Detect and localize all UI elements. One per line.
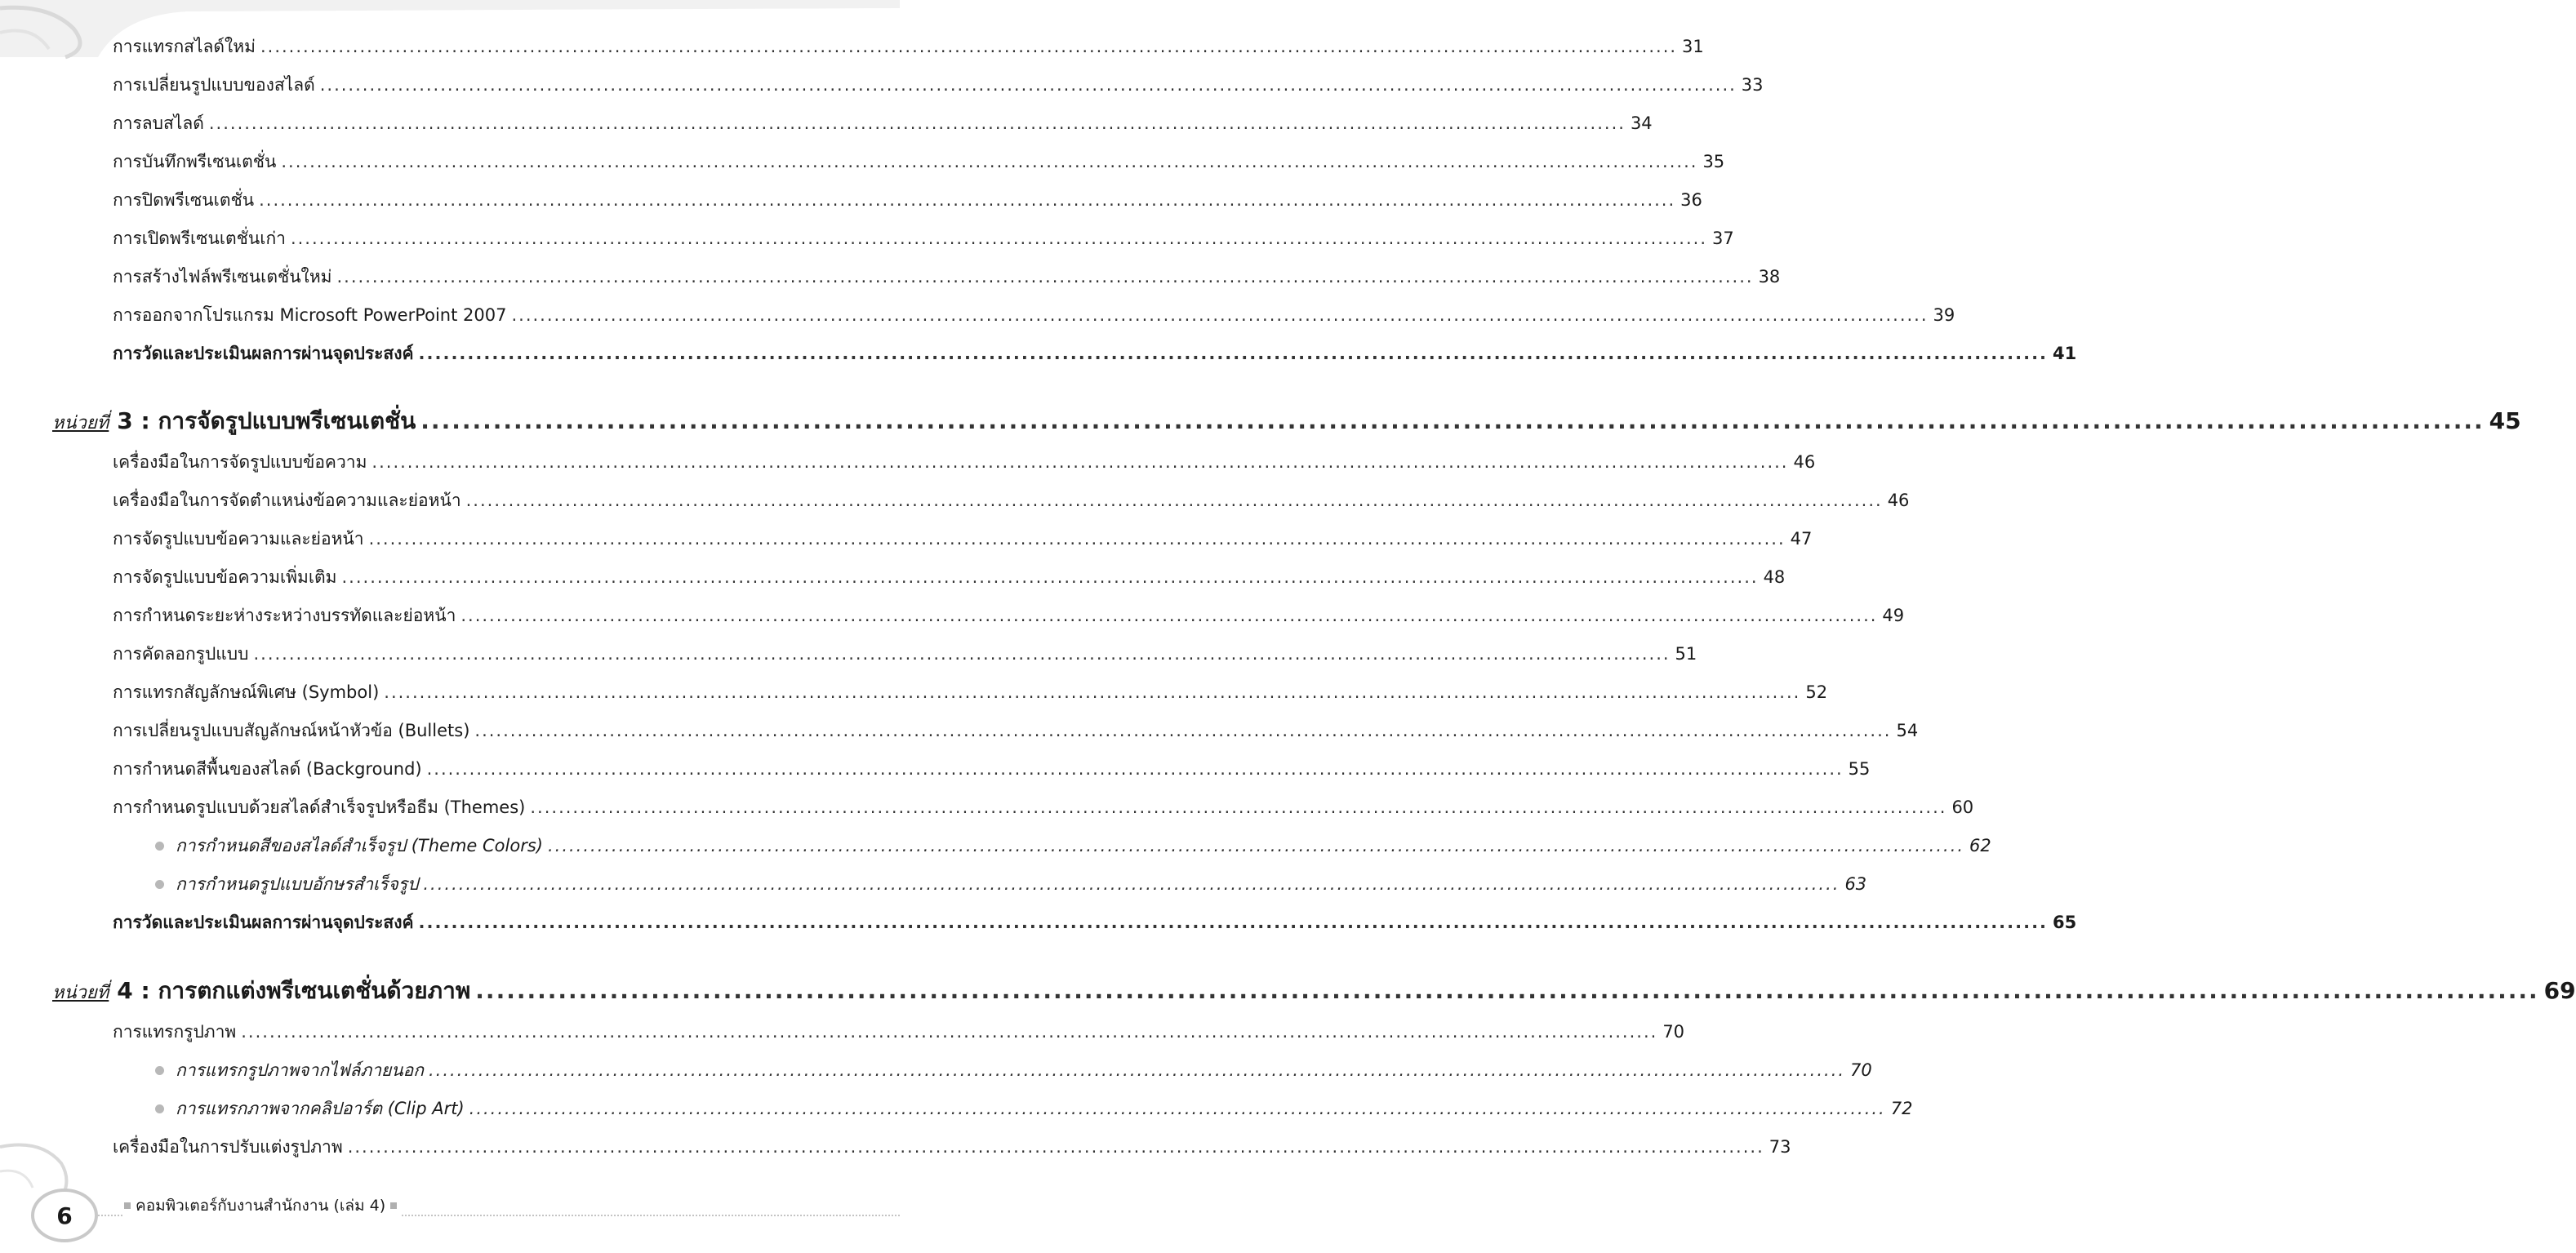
toc-page: 37 bbox=[1712, 229, 1734, 248]
toc-entry bbox=[113, 559, 1786, 595]
toc-title: 4 : การตกแต่งพรีเซนเตชั่นด้วยภาพ bbox=[117, 977, 471, 1004]
dot-leader: ........................................................................................................................................................................................................ bbox=[368, 529, 1786, 549]
toc-title: การปิดพรีเซนเตชั่น bbox=[113, 190, 255, 210]
unit-label: หน่วยที่ bbox=[52, 983, 109, 1003]
toc-entry bbox=[113, 335, 2077, 371]
toc-page: 34 bbox=[1630, 113, 1653, 133]
toc-unit-heading bbox=[52, 970, 2576, 1012]
dot-leader: ........................................................................................................................................................................................................ bbox=[208, 113, 1626, 133]
toc-title: เครื่องมือในการจัดรูปแบบข้อความ bbox=[113, 452, 367, 472]
toc-page: 39 bbox=[1933, 305, 1955, 325]
toc-page: 60 bbox=[1951, 798, 1974, 817]
toc-page: 65 bbox=[2053, 913, 2077, 932]
square-bullet-icon bbox=[124, 1202, 131, 1209]
toc-page: 55 bbox=[1848, 759, 1871, 779]
dot-leader: ........................................................................................................................................................................................................ bbox=[460, 606, 1878, 625]
bullet-icon bbox=[155, 1104, 164, 1113]
toc-title: การจัดรูปแบบข้อความและย่อหน้า bbox=[113, 529, 364, 549]
dot-leader: ........................................................................................................................................................................................................ bbox=[511, 305, 1929, 325]
toc-title: การคัดลอกรูปแบบ bbox=[113, 644, 249, 664]
dot-leader: ........................................................................................................................................................................................................ bbox=[371, 452, 1789, 472]
toc-title: การแทรกรูปภาพจากไฟล์ภายนอก bbox=[176, 1060, 424, 1080]
toc-entry bbox=[113, 1014, 1685, 1050]
dot-leader: ........................................................................................................................................................................................................ bbox=[253, 644, 1671, 664]
dot-leader: ........................................................................................................................................................................................................ bbox=[420, 407, 2485, 434]
unit-label: หน่วยที่ bbox=[52, 413, 109, 433]
toc-title: เครื่องมือในการจัดตำแหน่งข้อความและย่อหน้า bbox=[113, 491, 461, 510]
toc-title: การออกจากโปรแกรม Microsoft PowerPoint 2007 bbox=[113, 305, 507, 325]
toc-entry bbox=[113, 482, 1910, 518]
page-footer bbox=[0, 1184, 900, 1253]
toc-entry bbox=[113, 144, 1725, 180]
toc-entry bbox=[113, 182, 1702, 218]
toc-title: การกำหนดรูปแบบอักษรสำเร็จรูป bbox=[176, 874, 419, 894]
dot-leader: ........................................................................................................................................................................................................ bbox=[547, 836, 1965, 855]
toc-title: การแทรกสัญลักษณ์พิเศษ (Symbol) bbox=[113, 682, 380, 702]
toc-entry bbox=[113, 904, 2077, 940]
toc-page: 35 bbox=[1702, 152, 1725, 171]
toc-title: เครื่องมือในการปรับแต่งรูปภาพ bbox=[113, 1137, 343, 1157]
square-bullet-icon bbox=[390, 1202, 397, 1209]
toc-entry bbox=[113, 105, 1653, 141]
toc-entry bbox=[113, 636, 1697, 672]
toc-page: 52 bbox=[1805, 682, 1828, 702]
toc-page: 70 bbox=[1662, 1022, 1685, 1042]
toc-page: 41 bbox=[2053, 344, 2077, 363]
toc-unit-heading bbox=[52, 400, 2521, 442]
dot-leader: ........................................................................................................................................................................................................ bbox=[259, 190, 1676, 210]
dot-leader: ........................................................................................................................................................................................................ bbox=[475, 977, 2539, 1004]
dot-leader: ........................................................................................................................................................................................................ bbox=[347, 1137, 1764, 1157]
book-title: คอมพิวเตอร์กับงานสำนักงาน (เล่ม 4) bbox=[136, 1197, 386, 1215]
toc-page: 36 bbox=[1680, 190, 1702, 210]
dot-leader: ........................................................................................................................................................................................................ bbox=[319, 75, 1737, 95]
toc-entry bbox=[155, 1091, 1913, 1126]
dot-leader: ........................................................................................................................................................................................................ bbox=[281, 152, 1698, 171]
toc-page: 46 bbox=[1887, 491, 1910, 510]
toc-entry bbox=[113, 713, 1919, 749]
toc-title: การบันทึกพรีเซนเตชั่น bbox=[113, 152, 277, 171]
dot-leader: ........................................................................................................................................................................................................ bbox=[290, 229, 1708, 248]
toc-entry bbox=[113, 751, 1871, 787]
toc-page: 47 bbox=[1790, 529, 1813, 549]
toc-entry bbox=[113, 29, 1704, 64]
toc-title: การเปิดพรีเซนเตชั่นเก่า bbox=[113, 229, 286, 248]
toc-title: การเปลี่ยนรูปแบบสัญลักษณ์หน้าหัวข้อ (Bullets) bbox=[113, 721, 470, 740]
bullet-icon bbox=[155, 880, 164, 889]
toc-title: การสร้างไฟล์พรีเซนเตชั่นใหม่ bbox=[113, 267, 332, 287]
toc-title: การกำหนดรูปแบบด้วยสไลด์สำเร็จรูปหรือธีม (Themes) bbox=[113, 798, 526, 817]
toc-title: การวัดและประเมินผลการผ่านจุดประสงค์ bbox=[113, 913, 414, 932]
toc-entry bbox=[155, 828, 1991, 864]
dot-leader: ........................................................................................................................................................................................................ bbox=[469, 1099, 1886, 1118]
dot-leader: ........................................................................................................................................................................................................ bbox=[474, 721, 1892, 740]
dot-leader: ........................................................................................................................................................................................................ bbox=[465, 491, 1883, 510]
toc-entry bbox=[113, 220, 1734, 256]
toc-entry bbox=[155, 1052, 1872, 1088]
dot-leader: ........................................................................................................................................................................................................ bbox=[341, 567, 1759, 587]
toc-title: การจัดรูปแบบข้อความเพิ่มเติม bbox=[113, 567, 337, 587]
bullet-icon bbox=[155, 842, 164, 851]
toc-entry bbox=[113, 674, 1828, 710]
toc-page: 48 bbox=[1763, 567, 1786, 587]
dot-leader: ........................................................................................................................................................................................................ bbox=[418, 913, 2049, 932]
toc-title: การเปลี่ยนรูปแบบของสไลด์ bbox=[113, 75, 315, 95]
dot-leader: ........................................................................................................................................................................................................ bbox=[336, 267, 1754, 287]
toc-page: 46 bbox=[1793, 452, 1816, 472]
dot-leader: ........................................................................................................................................................................................................ bbox=[241, 1022, 1658, 1042]
toc-entry bbox=[113, 444, 1816, 480]
toc-title: 3 : การจัดรูปแบบพรีเซนเตชั่น bbox=[117, 407, 416, 434]
toc-title: การวัดและประเมินผลการผ่านจุดประสงค์ bbox=[113, 344, 414, 363]
toc-page: 63 bbox=[1844, 874, 1867, 894]
dot-leader: ........................................................................................................................................................................................................ bbox=[530, 798, 1947, 817]
toc-page: 70 bbox=[1850, 1060, 1872, 1080]
toc-entry bbox=[155, 866, 1867, 902]
dot-leader: ........................................................................................................................................................................................................ bbox=[384, 682, 1801, 702]
toc-page: 31 bbox=[1682, 37, 1704, 56]
toc-title: การแทรกภาพจากคลิปอาร์ต (Clip Art) bbox=[176, 1099, 465, 1118]
toc-title: การแทรกสไลด์ใหม่ bbox=[113, 37, 256, 56]
toc-entry bbox=[113, 598, 1905, 633]
toc-page: 73 bbox=[1768, 1137, 1791, 1157]
toc-page: 33 bbox=[1741, 75, 1764, 95]
toc-title: การลบสไลด์ bbox=[113, 113, 204, 133]
toc-title: การแทรกรูปภาพ bbox=[113, 1022, 237, 1042]
toc-entry bbox=[113, 67, 1764, 103]
bullet-icon bbox=[155, 1066, 164, 1075]
toc-title: การกำหนดสีพื้นของสไลด์ (Background) bbox=[113, 759, 422, 779]
toc-title: การกำหนดระยะห่างระหว่างบรรทัดและย่อหน้า bbox=[113, 606, 456, 625]
toc-page: 72 bbox=[1890, 1099, 1913, 1118]
toc-entry bbox=[113, 521, 1813, 557]
dot-leader: ........................................................................................................................................................................................................ bbox=[426, 759, 1844, 779]
toc-entry bbox=[113, 789, 1974, 825]
dot-leader: ........................................................................................................................................................................................................ bbox=[418, 344, 2049, 363]
page-number: 6 bbox=[31, 1189, 98, 1242]
toc-page: 69 bbox=[2543, 977, 2576, 1004]
toc-page: 45 bbox=[2489, 407, 2521, 434]
book-title-row bbox=[124, 1193, 402, 1218]
toc-title: การกำหนดสีของสไลด์สำเร็จรูป (Theme Colors) bbox=[176, 836, 543, 855]
dot-leader: ........................................................................................................................................................................................................ bbox=[260, 37, 1678, 56]
toc-page: 62 bbox=[1969, 836, 1991, 855]
dot-leader: ........................................................................................................................................................................................................ bbox=[423, 874, 1840, 894]
toc-page: 38 bbox=[1758, 267, 1781, 287]
toc-entry bbox=[113, 297, 1955, 333]
dot-leader: ........................................................................................................................................................................................................ bbox=[428, 1060, 1846, 1080]
toc-entry bbox=[113, 1129, 1791, 1165]
toc-page: 51 bbox=[1675, 644, 1697, 664]
toc-page: 54 bbox=[1896, 721, 1919, 740]
toc-entry bbox=[113, 259, 1781, 295]
toc-page: 49 bbox=[1882, 606, 1905, 625]
